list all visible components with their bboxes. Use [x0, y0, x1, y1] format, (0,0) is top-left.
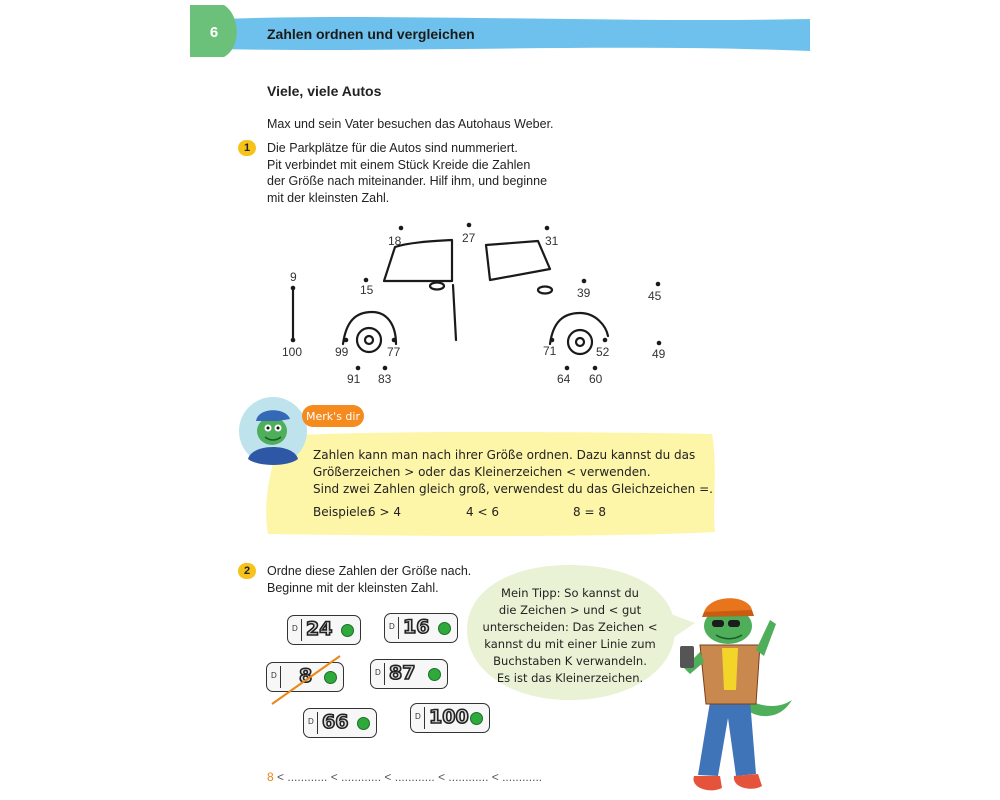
task-1-badge: 1	[238, 140, 256, 156]
plate-country-letter: D	[292, 624, 298, 633]
tipp-text	[470, 585, 670, 687]
merk-text	[313, 447, 713, 498]
dot-label: 83	[378, 372, 392, 386]
dot-label: 9	[290, 270, 297, 284]
chapter-title: Zahlen ordnen und vergleichen	[267, 26, 475, 42]
dot-label: 91	[347, 372, 361, 386]
plate-country-letter: D	[308, 717, 314, 726]
task-1-line: mit der kleinsten Zahl.	[267, 190, 390, 205]
task-2-line: Ordne diese Zahlen der Größe nach.	[267, 564, 472, 578]
plate-number: 66	[322, 711, 349, 733]
license-plate	[303, 708, 377, 738]
examples-label: Beispiele:	[313, 505, 372, 519]
dot-label: 39	[577, 286, 591, 300]
tipp-line: Mein Tipp: So kannst du	[501, 586, 639, 600]
dot-label: 99	[335, 345, 349, 359]
license-plate	[287, 615, 361, 645]
merk-line: Zahlen kann man nach ihrer Größe ordnen. Dazu kannst du das	[313, 448, 696, 462]
answer-start-number: 8	[267, 770, 274, 784]
task-2-line: Beginne mit der kleinsten Zahl.	[267, 580, 439, 595]
dot-label: 64	[557, 372, 571, 386]
dot-label: 77	[387, 345, 401, 359]
task-1-line: Die Parkplätze für die Autos sind nummeriert.	[267, 141, 518, 155]
plate-number: 100	[429, 706, 469, 728]
tipp-line: Buchstaben K verwandeln.	[493, 654, 647, 668]
merk-line: Größerzeichen > oder das Kleinerzeichen < verwenden.	[313, 465, 651, 479]
plate-country-letter: D	[415, 712, 421, 721]
tipp-line: unterscheiden: Das Zeichen <	[482, 620, 658, 634]
plate-number: 8	[299, 665, 313, 687]
answer-line[interactable]	[267, 770, 542, 784]
dot-label: 15	[360, 283, 374, 297]
tipp-line: Es ist das Kleinerzeichen.	[496, 671, 644, 685]
dot-label: 60	[589, 372, 603, 386]
task-2-text	[267, 563, 471, 596]
dot-label: 27	[462, 231, 476, 245]
plate-number: 87	[389, 662, 416, 684]
examples-row	[313, 505, 606, 519]
answer-blanks[interactable]: < ............ < ............ < ............ < ............ < ............	[273, 770, 543, 784]
plate-number: 16	[403, 616, 430, 638]
intro-text: Max und sein Vater besuchen das Autohaus Weber.	[267, 117, 554, 131]
chapter-number: 6	[209, 24, 219, 41]
tipp-line: die Zeichen > und < gut	[498, 603, 642, 617]
task-1-line: Pit verbindet mit einem Stück Kreide die Zahlen	[267, 157, 531, 172]
dot-label: 71	[543, 344, 557, 358]
example-2: 4 < 6	[466, 505, 499, 519]
task-2-badge: 2	[238, 563, 256, 579]
dot-label: 100	[282, 345, 303, 359]
license-plate	[384, 613, 458, 643]
plate-sticker-icon	[470, 712, 483, 725]
merk-label: Merk's dir	[302, 405, 364, 427]
example-1: 6 > 4	[368, 505, 401, 519]
character-mascot-avatar	[238, 395, 308, 467]
plate-sticker-icon	[438, 622, 451, 635]
plate-number: 24	[306, 618, 333, 640]
plate-country-letter: D	[375, 668, 381, 677]
crossed-out-mark	[268, 652, 344, 708]
dot-label: 18	[388, 234, 402, 248]
task-1-line: der Größe nach miteinander. Hilf ihm, und beginne	[267, 174, 548, 188]
plate-sticker-icon	[428, 668, 441, 681]
dot-label: 49	[652, 347, 666, 361]
plate-sticker-icon	[341, 624, 354, 637]
dinosaur-mascot-figure	[670, 590, 800, 798]
plate-sticker-icon	[357, 717, 370, 730]
dot-label: 52	[596, 345, 610, 359]
plate-country-letter: D	[271, 671, 277, 680]
dot-label: 31	[545, 234, 559, 248]
section-title: Viele, viele Autos	[267, 83, 382, 99]
license-plate	[370, 659, 448, 689]
merk-line: Sind zwei Zahlen gleich groß, verwendest du das Gleichzeichen =.	[313, 482, 713, 496]
tipp-line: kannst du mit einer Linie zum	[484, 637, 656, 651]
example-3: 8 = 8	[573, 505, 606, 519]
plate-country-letter: D	[389, 622, 395, 631]
dot-label: 45	[648, 289, 662, 303]
